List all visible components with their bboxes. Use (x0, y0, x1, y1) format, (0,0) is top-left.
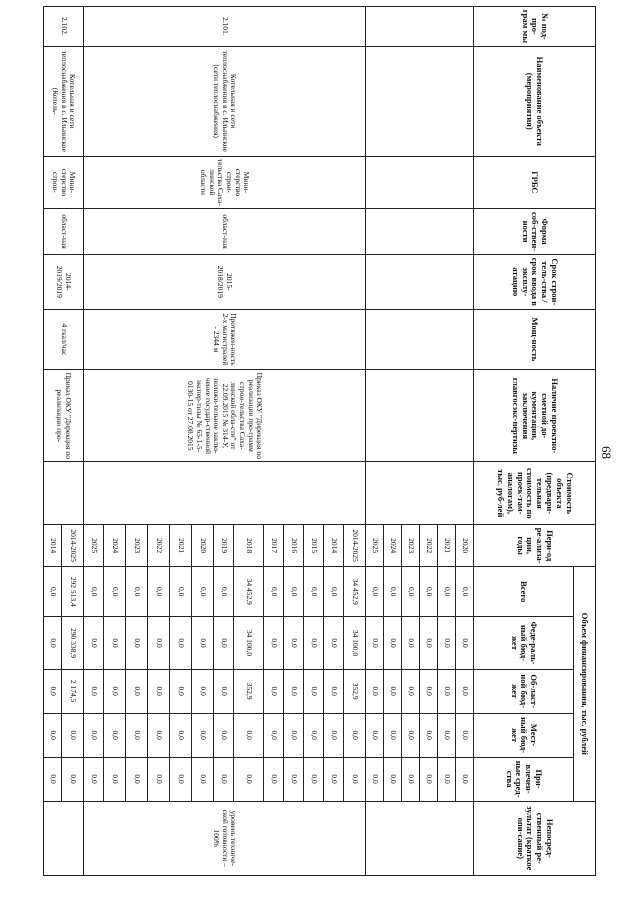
cell-regional: 0,0 (192, 669, 214, 713)
item-power: Протяжен-ность 2-х магистралей - 2344 м (84, 309, 366, 370)
cell-regional: 0,0 (402, 669, 420, 713)
table-body (44, 7, 474, 876)
cell-federal: 0,0 (44, 617, 62, 669)
cell-year: 2025 (366, 525, 384, 567)
cell-federal: 0,0 (84, 617, 104, 669)
cell-year: 2025 (84, 525, 104, 567)
cell-year: 2021 (438, 525, 456, 567)
header-grbs: ГРБС (474, 156, 596, 208)
cell-empty (366, 7, 474, 47)
item-cost (44, 462, 84, 525)
cell-federal: 0,0 (456, 617, 474, 669)
header-total: Всего (474, 567, 574, 617)
table-row (344, 7, 366, 876)
cell-federal: 0,0 (126, 617, 148, 669)
cell-local: 0,0 (402, 713, 420, 757)
cell-year: 2024 (104, 525, 126, 567)
cell-empty (366, 801, 474, 875)
cell-year: 2022 (420, 525, 438, 567)
cell-attracted: 0,0 (264, 757, 284, 801)
cell-local: 0,0 (264, 713, 284, 757)
cell-year: 2014-2025 (62, 525, 84, 567)
cell-regional: 0,0 (264, 669, 284, 713)
item-cost (84, 462, 366, 525)
item-form: област-ная (84, 209, 366, 255)
cell-total: 0,0 (126, 567, 148, 617)
cell-regional: 0,0 (104, 669, 126, 713)
cell-total: 0,0 (192, 567, 214, 617)
item-term: 2015-2018/2019 (84, 255, 366, 309)
cell-total: 0,0 (44, 567, 62, 617)
cell-federal: 0,0 (304, 617, 324, 669)
cell-total: 0,0 (170, 567, 192, 617)
cell-attracted: 0,0 (402, 757, 420, 801)
header-term: Срок строи-тель-ства / срок ввода в эксплу-атацию (474, 255, 596, 309)
item-grbs: Мини-стерство строи- (44, 156, 84, 208)
cell-local: 0,0 (148, 713, 170, 757)
cell-federal: 0,0 (438, 617, 456, 669)
item-name: Котельная и сети теплоснабжения в с. Ильинское (Котель- (44, 46, 84, 156)
cell-total: 0,0 (438, 567, 456, 617)
cell-empty (366, 46, 474, 156)
cell-total: 0,0 (84, 567, 104, 617)
cell-federal: 0,0 (324, 617, 344, 669)
cell-local: 0,0 (104, 713, 126, 757)
cell-year: 2018 (234, 525, 264, 567)
header-docs: Наличие проектно-сметной до-кументации, заключения главгосэкс-пертизы (474, 370, 596, 462)
cell-year: 2014 (324, 525, 344, 567)
cell-regional: 352,9 (344, 669, 366, 713)
cell-total: 34 452,9 (234, 567, 264, 617)
cell-local: 0,0 (366, 713, 384, 757)
cell-attracted: 0,0 (438, 757, 456, 801)
cell-year: 2023 (402, 525, 420, 567)
cell-federal: 0,0 (264, 617, 284, 669)
cell-year: 2020 (192, 525, 214, 567)
cell-regional: 0,0 (148, 669, 170, 713)
cell-regional: 0,0 (420, 669, 438, 713)
table-row (456, 7, 474, 876)
cell-attracted: 0,0 (214, 757, 234, 801)
cell-empty (366, 156, 474, 208)
cell-regional: 0,0 (84, 669, 104, 713)
cell-local: 0,0 (84, 713, 104, 757)
cell-year: 2019 (214, 525, 234, 567)
cell-regional: 0,0 (126, 669, 148, 713)
cell-federal: 0,0 (170, 617, 192, 669)
financing-table (43, 6, 596, 876)
cell-local: 0,0 (62, 713, 84, 757)
header-regional: Об-ласт-ной бюд-жет (474, 669, 574, 713)
cell-local: 0,0 (234, 713, 264, 757)
cell-local: 0,0 (420, 713, 438, 757)
cell-local: 0,0 (44, 713, 62, 757)
cell-total: 0,0 (214, 567, 234, 617)
cell-attracted: 0,0 (62, 757, 84, 801)
cell-local: 0,0 (126, 713, 148, 757)
cell-year: 2015 (304, 525, 324, 567)
header-cost: Стоимость объекта (предвари-тельная стоимость по проек-там-аналогам), тыс. руб-лей (474, 462, 596, 525)
cell-federal: 0,0 (104, 617, 126, 669)
cell-year: 2014-2025 (344, 525, 366, 567)
cell-attracted: 0,0 (170, 757, 192, 801)
cell-local: 0,0 (456, 713, 474, 757)
page-number-area (594, 0, 614, 905)
cell-empty (366, 209, 474, 255)
cell-attracted: 0,0 (148, 757, 170, 801)
cell-federal: 290 338,9 (62, 617, 84, 669)
cell-empty (366, 309, 474, 370)
cell-regional: 0,0 (384, 669, 402, 713)
cell-federal: 0,0 (366, 617, 384, 669)
cell-attracted: 0,0 (344, 757, 366, 801)
cell-federal: 0,0 (148, 617, 170, 669)
cell-regional: 0,0 (44, 669, 62, 713)
cell-local: 0,0 (304, 713, 324, 757)
cell-attracted: 0,0 (456, 757, 474, 801)
header-finance: Объем финансирования, тыс. рублей (574, 567, 596, 802)
cell-year: 2020 (456, 525, 474, 567)
cell-local: 0,0 (214, 713, 234, 757)
item-name: Котельная и сети теплоснабжения в с. Ильинское (сети теплоснабжения) (84, 46, 366, 156)
cell-regional: 0,0 (366, 669, 384, 713)
header-name: Наименование объекта (мероприятия) (474, 46, 596, 156)
cell-regional: 0,0 (214, 669, 234, 713)
cell-total: 0,0 (148, 567, 170, 617)
cell-attracted: 0,0 (420, 757, 438, 801)
header-period: Пери-од ре-ализа-ции, годы (474, 525, 596, 567)
cell-total: 0,0 (384, 567, 402, 617)
item-result: уровень техниче-ской готовности – 100% (84, 801, 366, 875)
item-result (44, 801, 84, 875)
cell-total: 0,0 (304, 567, 324, 617)
cell-federal: 0,0 (214, 617, 234, 669)
cell-attracted: 0,0 (366, 757, 384, 801)
cell-regional: 0,0 (324, 669, 344, 713)
cell-year: 2016 (284, 525, 304, 567)
cell-attracted: 0,0 (324, 757, 344, 801)
item-docs: Приказ ОКУ "Дирекция по реализации про- (44, 370, 84, 462)
cell-local: 0,0 (284, 713, 304, 757)
cell-year: 2021 (170, 525, 192, 567)
cell-local: 0,0 (170, 713, 192, 757)
cell-regional: 0,0 (170, 669, 192, 713)
cell-attracted: 0,0 (44, 757, 62, 801)
cell-total: 0,0 (284, 567, 304, 617)
header-local: Мест-ный бюд-жет (474, 713, 574, 757)
item-grbs: Мини-стерство строи-тельства Саха-линской области (84, 156, 366, 208)
header-form: Форма соб-ствен-ности (474, 209, 596, 255)
header-power: Мощ-ность (474, 309, 596, 370)
cell-regional: 0,0 (456, 669, 474, 713)
cell-regional: 0,0 (438, 669, 456, 713)
cell-total: 0,0 (324, 567, 344, 617)
cell-total: 0,0 (264, 567, 284, 617)
item-form: област-ная (44, 209, 84, 255)
cell-federal: 0,0 (402, 617, 420, 669)
cell-attracted: 0,0 (104, 757, 126, 801)
cell-regional: 0,0 (284, 669, 304, 713)
header-num: № под-про-грам мы (474, 7, 596, 47)
item-number: 2.101. (84, 7, 366, 47)
cell-total: 0,0 (456, 567, 474, 617)
item-docs: Приказ ОКУ "Дирекция по реализации про-грамм строи-тельства Саха-линской обла-сти" от 22.09.2015 № 314-У, положи-тельное заклю-чение государ-ственной экспер-тизы № 65-1-5-0130-15 от 27.08.2015 (84, 370, 366, 462)
header-federal: Феде-раль-ный бюд-жет (474, 617, 574, 669)
rotated-table-container (36, 6, 596, 876)
cell-year: 2024 (384, 525, 402, 567)
table-header (474, 7, 596, 876)
cell-total: 34 452,9 (344, 567, 366, 617)
cell-attracted: 0,0 (84, 757, 104, 801)
table-row (62, 7, 84, 876)
cell-local: 0,0 (324, 713, 344, 757)
cell-local: 0,0 (344, 713, 366, 757)
cell-attracted: 0,0 (234, 757, 264, 801)
page-number: 68 (599, 446, 614, 459)
cell-federal: 0,0 (420, 617, 438, 669)
cell-federal: 0,0 (284, 617, 304, 669)
cell-local: 0,0 (438, 713, 456, 757)
cell-attracted: 0,0 (304, 757, 324, 801)
cell-total: 0,0 (104, 567, 126, 617)
cell-empty (366, 370, 474, 462)
cell-attracted: 0,0 (126, 757, 148, 801)
item-number: 2.102. (44, 7, 84, 47)
cell-total: 292 513,4 (62, 567, 84, 617)
cell-empty (366, 462, 474, 525)
cell-total: 0,0 (402, 567, 420, 617)
cell-local: 0,0 (192, 713, 214, 757)
cell-attracted: 0,0 (384, 757, 402, 801)
cell-attracted: 0,0 (284, 757, 304, 801)
cell-year: 2023 (126, 525, 148, 567)
header-result: Непосред-ственный ре-зультат (краткое опи-сание) (474, 801, 596, 875)
cell-total: 0,0 (420, 567, 438, 617)
cell-regional: 0,0 (304, 669, 324, 713)
cell-empty (366, 255, 474, 309)
cell-regional: 2 174,5 (62, 669, 84, 713)
cell-local: 0,0 (384, 713, 402, 757)
cell-year: 2017 (264, 525, 284, 567)
cell-year: 2014 (44, 525, 62, 567)
header-attracted: При-влечен-ные сред-ства (474, 757, 574, 801)
item-term: 2014-2019/2019 (44, 255, 84, 309)
cell-federal: 34 100,0 (344, 617, 366, 669)
cell-year: 2022 (148, 525, 170, 567)
cell-federal: 0,0 (384, 617, 402, 669)
cell-regional: 352,9 (234, 669, 264, 713)
cell-federal: 0,0 (192, 617, 214, 669)
cell-federal: 34 100,0 (234, 617, 264, 669)
cell-total: 0,0 (366, 567, 384, 617)
cell-attracted: 0,0 (192, 757, 214, 801)
item-power: 4 гкал/час (44, 309, 84, 370)
